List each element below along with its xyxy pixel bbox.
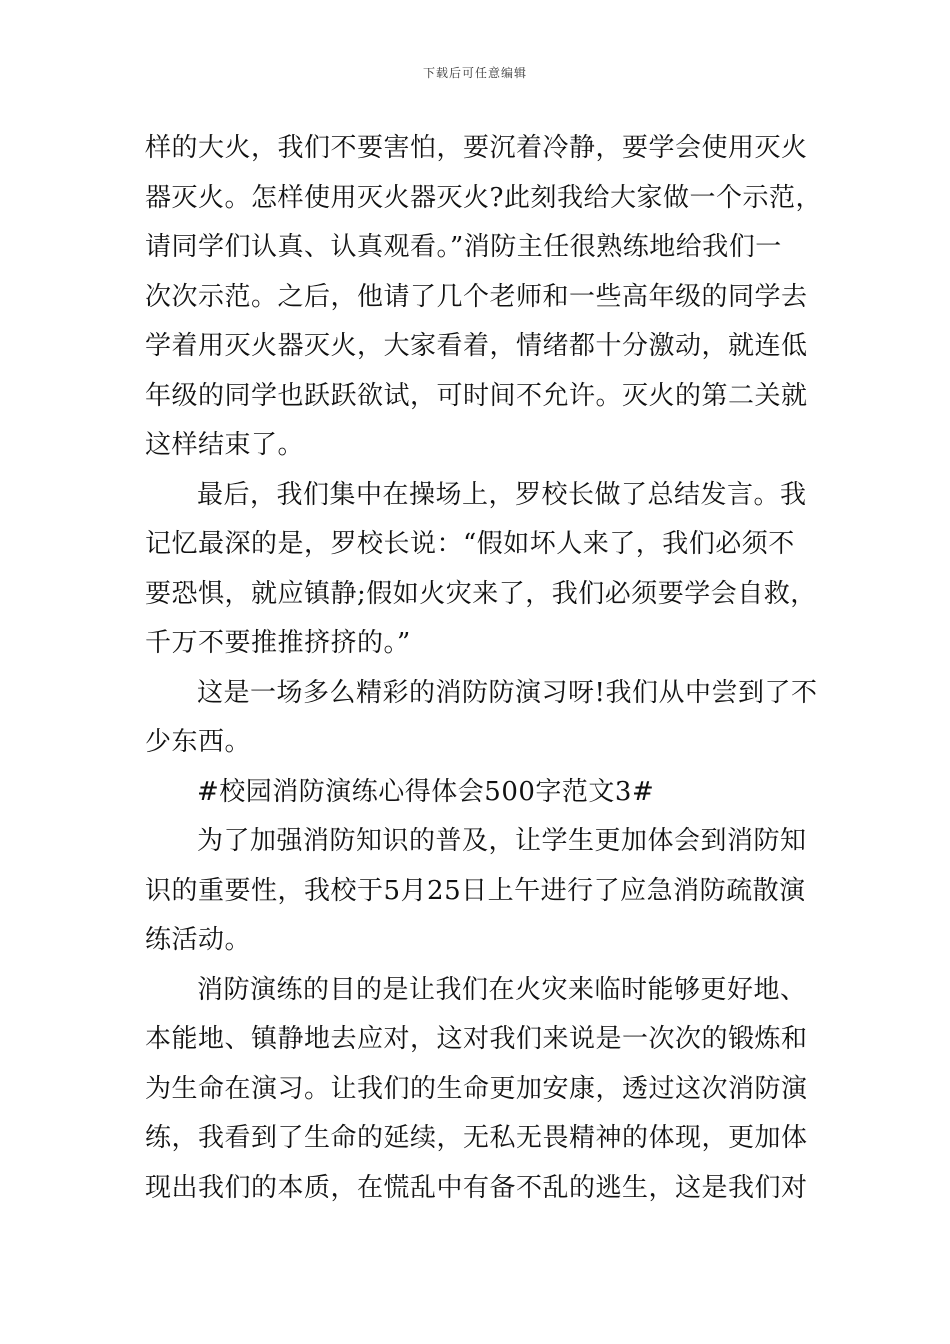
header-note: 下载后可任意编辑	[422, 66, 527, 80]
text-line: 年级的同学也跃跃欲试，可时间不允许。灭火的第二关就	[145, 380, 808, 411]
text-line: 样的大火，我们不要害怕，要沉着冷静，要学会使用灭火	[145, 133, 808, 163]
text-line: 请同学们认真、认真观看。”消防主任很熟练地给我们一	[145, 232, 782, 262]
text-line: 器灭火。怎样使用灭火器灭火?此刻我给大家做一个示范，	[145, 182, 822, 213]
text-line: 记忆最深的是，罗校长说：“假如坏人来了，我们必须不	[145, 529, 795, 559]
section-heading: #校园消防演练心得体会500字范文3#	[197, 776, 655, 807]
text-line: 要恐惧，就应镇静;假如火灾来了，我们必须要学会自救，	[145, 578, 817, 609]
text-line: 识的重要性，我校于5月25日上午进行了应急消防疏散演	[145, 875, 806, 906]
document-body	[145, 124, 822, 1213]
text-line: 现出我们的本质，在慌乱中有备不乱的逃生，这是我们对	[145, 1172, 808, 1203]
text-line: 为生命在演习。让我们的生命更加安康，透过这次消防演	[145, 1073, 808, 1104]
text-line: 学着用灭火器灭火，大家看着，情绪都十分激动，就连低	[145, 331, 808, 361]
text-line: 练，我看到了生命的延续，无私无畏精神的体现，更加体	[145, 1123, 808, 1153]
text-line: 千万不要推推挤挤的。”	[145, 628, 411, 658]
paragraph-start-line: 最后，我们集中在操场上，罗校长做了总结发言。我	[197, 479, 807, 510]
text-line: 练活动。	[145, 925, 252, 955]
paragraph-start-line: 这是一场多么精彩的消防防演习呀!我们从中尝到了不	[197, 677, 818, 708]
text-line: 本能地、镇静地去应对，这对我们来说是一次次的锻炼和	[145, 1024, 808, 1054]
paragraph-start-line: 消防演练的目的是让我们在火灾来临时能够更好地、	[197, 974, 807, 1005]
text-line: 少东西。	[145, 727, 252, 757]
paragraph-start-line: 为了加强消防知识的普及，让学生更加体会到消防知	[197, 826, 807, 856]
text-line: 这样结束了。	[145, 430, 305, 460]
text-line: 次次示范。之后，他请了几个老师和一些高年级的同学去	[145, 281, 808, 312]
